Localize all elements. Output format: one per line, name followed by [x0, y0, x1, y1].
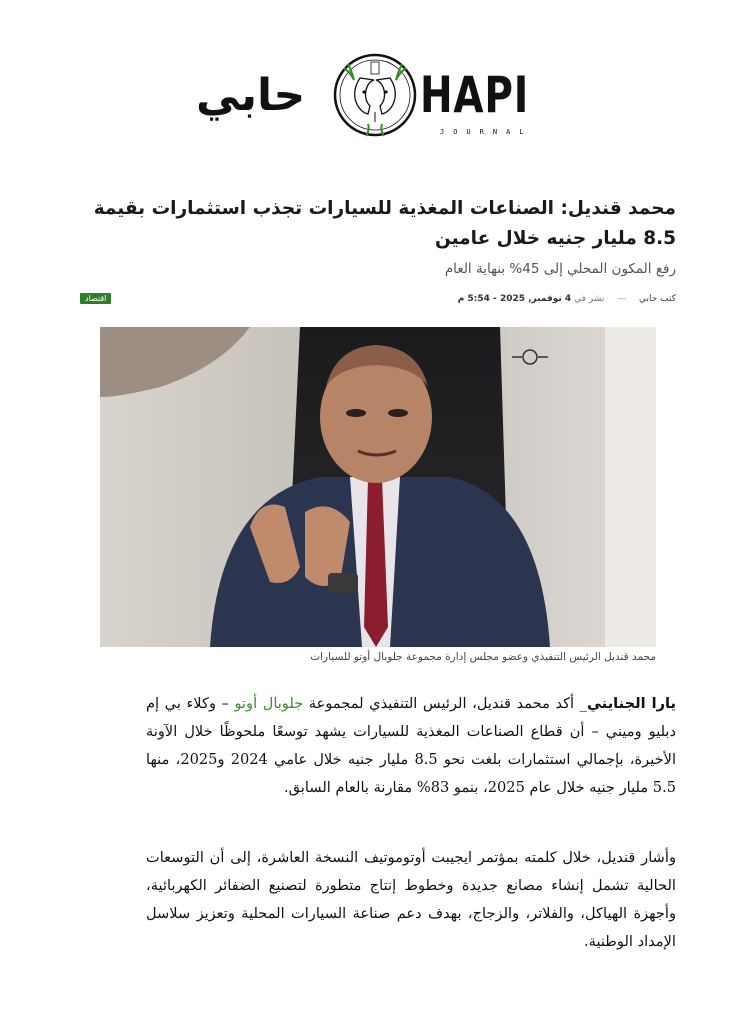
photo-caption: محمد قنديل الرئيس التنفيذي وعضو مجلس إدارة مجموعة جلوبال أوتو للسيارات: [310, 651, 656, 663]
article-paragraph-1: [146, 690, 676, 802]
logo-arabic[interactable]: حابي: [196, 70, 306, 121]
portrait-photo-icon: [100, 327, 656, 647]
article-headline: محمد قنديل: الصناعات المغذية للسيارات تجذب استثمارات بقيمة 8.5 مليار جنيه خلال عامين: [93, 198, 676, 249]
paragraph-author: يارا الجنايني: [586, 695, 676, 712]
hapi-seal-logo-icon: [330, 50, 420, 140]
article-photo: [100, 327, 656, 647]
logo-english[interactable]: HAPI: [420, 66, 530, 124]
paragraph-lead: _ أكد محمد قنديل، الرئيس التنفيذي لمجموعة: [303, 695, 587, 712]
byline-author[interactable]: كتب حابي: [638, 294, 676, 304]
byline-published-label: نشر في: [574, 294, 605, 304]
article-subheadline: رفع المكون المحلي إلى 45% بنهاية العام: [444, 261, 676, 277]
byline-separator: —: [617, 294, 627, 304]
paragraph-rest: – وكلاء بي إم دبليو وميني – أن قطاع الصناعات المغذية للسيارات يشهد توسعًا ملحوظًا خلال الآونة الأخيرة، بإجمالي استثمارات بلغت نحو 8.5 مليار جنيه خلال عامي 2024 و2025، منها 5.5 مليار جنيه خلال عام 2025، بنمو 83% مقارنة بالعام السابق.: [146, 695, 677, 796]
article-header: [70, 194, 676, 280]
logo-subtitle: JOURNAL: [440, 128, 533, 136]
byline-date: 4 نوفمبر, 2025 - 5:54 م: [457, 294, 572, 304]
masthead: [0, 50, 746, 140]
company-link[interactable]: جلوبال أوتو: [234, 695, 304, 712]
byline: [458, 294, 676, 304]
article-paragraph-2: وأشار قنديل، خلال كلمته بمؤتمر ايجيبت أوتوموتيف النسخة العاشرة، إلى أن التوسعات الحالية تشمل إنشاء مصانع جديدة وخطوط إنتاج متطورة لتصنيع الضفائر الكهربائية، وأجهزة الهياكل، والفلاتر، والزجاج، بهدف دعم صناعة السيارات المحلية وتعزيز سلاسل الإمداد الوطنية.: [146, 849, 676, 950]
article-meta: [80, 292, 676, 310]
category-tag[interactable]: اقتصاد: [80, 293, 111, 304]
